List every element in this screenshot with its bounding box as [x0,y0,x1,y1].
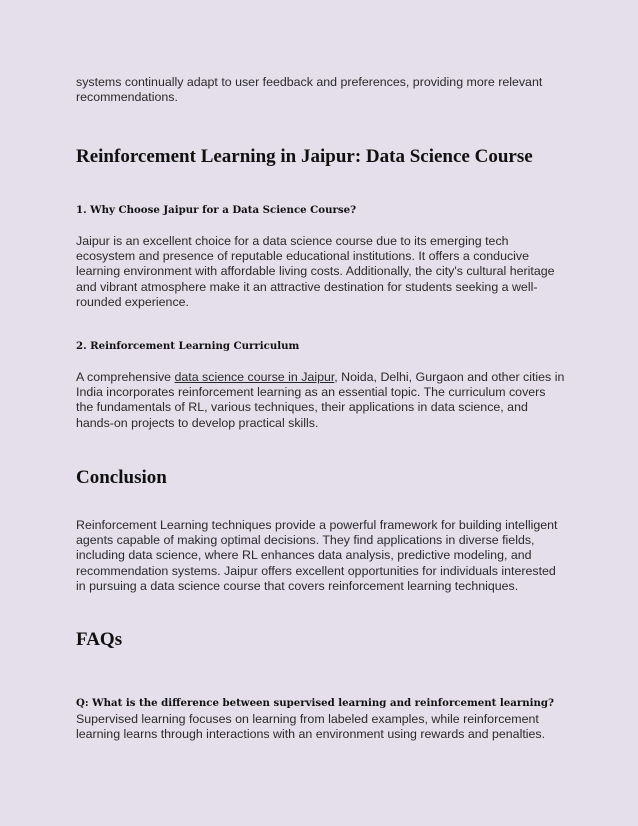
faqs-title: FAQs [76,629,123,650]
faq-question-1: Q: What is the difference between supervised learning and reinforcement learning? [76,697,555,709]
heading-why-jaipur: 1. Why Choose Jaipur for a Data Science Course? [76,204,357,216]
intro-paragraph: systems continually adapt to user feedback and preferences, providing more relevant recommendations. [76,75,543,105]
faq-answer-1: Supervised learning focuses on learning from labeled examples, while reinforcement learning learns through interactions with an environment using rewards and penalties. [76,712,546,742]
curriculum-text-before-link: A comprehensive [76,370,175,384]
curriculum-paragraph [76,370,566,431]
data-science-course-link[interactable]: data science course in Jaipur [174,370,335,384]
why-jaipur-paragraph: Jaipur is an excellent choice for a data science course due to its emerging tech ecosystem and presence of reputable educational institutions. It offers a conducive learning environment with affordable living costs. Additionally, the city's cultural heritage and vibrant atmosphere make it an attractive destination for students seeking a well-rounded experience. [76,234,555,309]
conclusion-paragraph: Reinforcement Learning techniques provide a powerful framework for building intelligent agents capable of making optimal decisions. They find applications in diverse fields, including data science, where RL enhances data analysis, predictive modeling, and recommendation systems. Jaipur offers excellent opportunities for individuals interested in pursuing a data science course that covers reinforcement learning techniques. [76,518,558,593]
section-title-reinforcement-learning: Reinforcement Learning in Jaipur: Data Science Course [76,146,533,167]
heading-curriculum: 2. Reinforcement Learning Curriculum [76,340,300,352]
conclusion-title: Conclusion [76,467,167,488]
curriculum-text-after-link: , Noida, Delhi, Gurgaon and other cities in India incorporates reinforcement learning as an essential topic. The curriculum covers the fundamentals of RL, various techniques, their applications in data science, and hands-on projects to develop practical skills. [76,370,565,430]
